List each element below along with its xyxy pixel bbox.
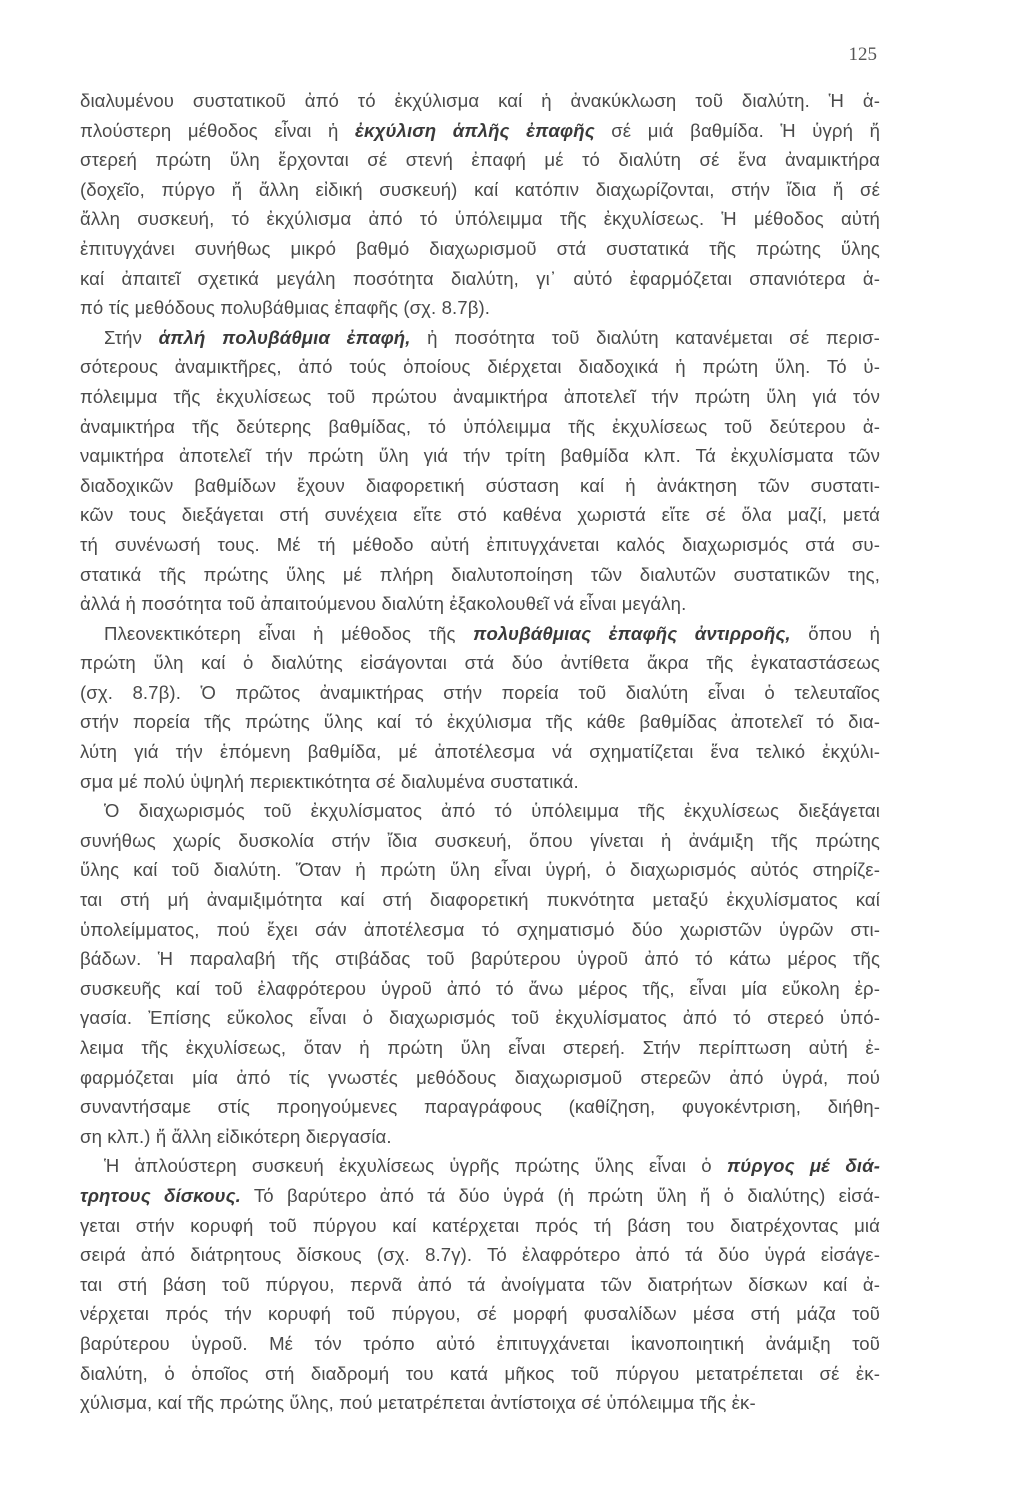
text-run: ται στή μή ἀναμιξιμότητα καί στή διαφορετική πυκνότητα μεταξύ ἐκχυλίσματος καί bbox=[80, 889, 880, 911]
text-line bbox=[80, 382, 880, 412]
text-run: ὅπου ἡ bbox=[790, 622, 881, 644]
text-run: Ἡ ἁπλούστερη συσκευή ἐκχυλίσεως ὑγρῆς πρώτης ὕλης εἶναι ὁ bbox=[104, 1155, 727, 1177]
emphasized-term: τρητους δίσκους. bbox=[80, 1184, 241, 1206]
emphasized-term: πολυβάθμιας ἐπαφῆς ἀντιρροῆς, bbox=[473, 622, 791, 644]
text-line bbox=[80, 1181, 880, 1211]
text-run: ναμικτήρα ἀποτελεῖ τήν πρώτη ὕλη γιά τήν τρίτη βαθμίδα κλπ. Τά ἐκχυλίσματα τῶν bbox=[80, 445, 880, 467]
text-line bbox=[80, 264, 880, 294]
text-line bbox=[80, 678, 880, 708]
text-line bbox=[80, 1003, 880, 1033]
emphasized-term: πύργος μέ διά- bbox=[726, 1155, 880, 1177]
text-line bbox=[80, 944, 880, 974]
text-run: γασία. Ἐπίσης εὔκολος εἶναι ὁ διαχωρισμός τοῦ ἐκχυλίσματος ἀπό τό στερεό ὑπό- bbox=[80, 1007, 880, 1029]
text-line bbox=[80, 1151, 880, 1181]
text-line bbox=[80, 352, 880, 382]
text-line bbox=[80, 1240, 880, 1270]
text-run: χύλισμα, καί τῆς πρώτης ὕλης, πού μετατρέπεται ἀντίστοιχα σέ ὑπόλειμμα τῆς ἐκ- bbox=[80, 1392, 756, 1414]
text-line bbox=[80, 915, 880, 945]
text-line bbox=[80, 441, 880, 471]
text-run: σμα μέ πολύ ὑψηλή περιεκτικότητα σέ διαλυμένα συστατικά. bbox=[80, 770, 579, 792]
text-run: συνήθως χωρίς δυσκολία στήν ἴδια συσκευή, ὅπου γίνεται ἡ ἀνάμιξη τῆς πρώτης bbox=[80, 829, 880, 851]
text-line bbox=[80, 175, 880, 205]
text-line bbox=[80, 885, 880, 915]
emphasized-term: ἁπλή πολυβάθμια ἐπαφή, bbox=[158, 326, 411, 348]
text-line bbox=[80, 116, 880, 146]
text-line bbox=[80, 530, 880, 560]
text-line bbox=[80, 1270, 880, 1300]
text-run: καί ἀπαιτεῖ σχετικά μεγάλη ποσότητα διαλύτη, γι᾽ αὐτό ἐφαρμόζεται σπανιότερα ἁ- bbox=[80, 267, 880, 289]
text-line bbox=[80, 471, 880, 501]
text-run: πό τίς μεθόδους πολυβάθμιας ἐπαφῆς (σχ. 8.7β). bbox=[80, 297, 491, 319]
text-run: διαλύτη, ὁ ὁποῖος στή διαδρομή του κατά μῆκος τοῦ πύργου μετατρέπεται σέ ἐκ- bbox=[80, 1362, 880, 1384]
body-text bbox=[80, 86, 880, 1418]
text-run: Ὁ διαχωρισμός τοῦ ἐκχυλίσματος ἀπό τό ὑπόλειμμα τῆς ἐκχυλίσεως διεξάγεται bbox=[104, 800, 880, 822]
text-run: Στήν bbox=[104, 326, 159, 348]
text-line bbox=[80, 767, 880, 797]
text-run: πόλειμμα τῆς ἐκχυλίσεως τοῦ πρώτου ἀναμικτήρα ἀποτελεῖ τήν πρώτη ὕλη γιά τόν bbox=[80, 385, 880, 407]
text-line bbox=[80, 707, 880, 737]
text-line bbox=[80, 1122, 880, 1152]
text-run: φαρμόζεται μία ἀπό τίς γνωστές μεθόδους διαχωρισμοῦ στερεῶν ἀπό ὑγρά, πού bbox=[80, 1066, 880, 1088]
text-run: ἀλλά ἡ ποσότητα τοῦ ἀπαιτούμενου διαλύτη ἐξακολουθεῖ νά εἶναι μεγάλη. bbox=[80, 593, 687, 615]
text-line bbox=[80, 737, 880, 767]
text-line bbox=[80, 234, 880, 264]
text-run: ἀναμικτήρα τῆς δεύτερης βαθμίδας, τό ὑπόλειμμα τῆς ἐκχυλίσεως τοῦ δεύτερου ἀ- bbox=[80, 415, 880, 437]
text-run: πρώτη ὕλη καί ὁ διαλύτης εἰσάγονται στά δύο ἀντίθετα ἄκρα τῆς ἐγκαταστάσεως bbox=[80, 652, 880, 674]
text-run: συσκευῆς καί τοῦ ἐλαφρότερου ὑγροῦ ἀπό τό ἄνω μέρος τῆς, εἶναι μία εὔκολη ἐρ- bbox=[80, 977, 880, 999]
text-run: βαρύτερου ὑγροῦ. Μέ τόν τρόπο αὐτό ἐπιτυγχάνεται ἱκανοποιητική ἀνάμιξη τοῦ bbox=[80, 1332, 880, 1354]
text-run: ἡ ποσότητα τοῦ διαλύτη κατανέμεται σέ περισ- bbox=[410, 326, 880, 348]
text-run: ἐπιτυγχάνει συνήθως μικρό βαθμό διαχωρισμοῦ στά συστατικά τῆς πρώτης ὕλης bbox=[80, 237, 880, 259]
text-line bbox=[80, 500, 880, 530]
text-run: ὕλης καί τοῦ διαλύτη. Ὅταν ἡ πρώτη ὕλη εἶναι ὑγρή, ὁ διαχωρισμός αὐτός στηρίζε- bbox=[80, 859, 880, 881]
text-run: διαδοχικῶν βαθμίδων ἔχουν διαφορετική σύσταση καί ἡ ἀνάκτηση τῶν συστατι- bbox=[80, 474, 880, 496]
text-line bbox=[80, 974, 880, 1004]
text-run: διαλυμένου συστατικοῦ ἀπό τό ἐκχύλισμα καί ἡ ἀνακύκλωση τοῦ διαλύτη. Ἡ ἁ- bbox=[80, 90, 880, 111]
text-line bbox=[80, 1033, 880, 1063]
text-run: ται στή βάση τοῦ πύργου, περνᾶ ἀπό τά ἀνοίγματα τῶν διατρήτων δίσκων καί ἀ- bbox=[80, 1273, 880, 1295]
text-run: βάδων. Ἡ παραλαβή τῆς στιβάδας τοῦ βαρύτερου ὑγροῦ ἀπό τό κάτω μέρος τῆς bbox=[80, 948, 880, 970]
text-line bbox=[80, 589, 880, 619]
text-run: νέρχεται πρός τήν κορυφή τοῦ πύργου, σέ μορφή φυσαλίδων μέσα στή μάζα τοῦ bbox=[80, 1303, 880, 1325]
text-line bbox=[80, 145, 880, 175]
text-run: λειμα τῆς ἐκχυλίσεως, ὅταν ἡ πρώτη ὕλη εἶναι στερεή. Στήν περίπτωση αὐτή ἐ- bbox=[80, 1037, 880, 1058]
text-run: στήν πορεία τῆς πρώτης ὕλης καί τό ἐκχύλισμα τῆς κάθε βαθμίδας ἀποτελεῖ τό δια- bbox=[80, 711, 880, 733]
text-run: ἄλλη συσκευή, τό ἐκχύλισμα ἀπό τό ὑπόλειμμα τῆς ἐκχυλίσεως. Ἡ μέθοδος αὐτή bbox=[80, 208, 880, 230]
text-run: λύτη γιά τήν ἑπόμενη βαθμίδα, μέ ἀποτέλεσμα νά σχηματίζεται ἕνα τελικό ἐκχύλι- bbox=[80, 741, 880, 763]
text-run: πλούστερη μέθοδος εἶναι ἡ bbox=[80, 119, 355, 141]
text-run: κῶν τους διεξάγεται στή συνέχεια εἴτε στό καθένα χωριστά εἴτε σέ ὅλα μαζί, μετά bbox=[80, 504, 880, 526]
text-line bbox=[80, 204, 880, 234]
text-run: σότερους ἀναμικτῆρες, ἀπό τούς ὁποίους διέρχεται διαδοχικά ἡ πρώτη ὕλη. Τό ὑ- bbox=[80, 356, 880, 378]
text-run: (δοχεῖο, πύργο ἤ ἄλλη εἰδική συσκευή) καί κατόπιν διαχωρίζονται, στήν ἴδια ἤ σέ bbox=[80, 178, 880, 200]
page-number: 125 bbox=[848, 44, 877, 65]
text-line bbox=[80, 86, 880, 116]
text-run: ση κλπ.) ἤ ἄλλη εἰδικότερη διεργασία. bbox=[80, 1125, 392, 1147]
text-run: Πλεονεκτικότερη εἶναι ἡ μέθοδος τῆς bbox=[104, 622, 474, 644]
text-run: (σχ. 8.7β). Ὁ πρῶτος ἀναμικτήρας στήν πορεία τοῦ διαλύτη εἶναι ὁ τελευταῖος bbox=[80, 681, 880, 703]
text-line bbox=[80, 323, 880, 353]
text-run: τή συνένωσή τους. Μέ τή μέθοδο αὐτή ἐπιτυγχάνεται καλός διαχωρισμός στά συ- bbox=[80, 533, 880, 555]
text-line bbox=[80, 1329, 880, 1359]
text-line bbox=[80, 412, 880, 442]
text-run: γεται στήν κορυφή τοῦ πύργου καί κατέρχεται πρός τή βάση του διατρέχοντας μιά bbox=[80, 1214, 880, 1236]
text-run: στατικά τῆς πρώτης ὕλης μέ πλήρη διαλυτοποίηση τῶν διαλυτῶν συστατικῶν της, bbox=[80, 563, 880, 585]
text-line bbox=[80, 1388, 880, 1418]
text-line bbox=[80, 1299, 880, 1329]
text-line bbox=[80, 796, 880, 826]
text-line bbox=[80, 619, 880, 649]
text-line bbox=[80, 855, 880, 885]
text-line bbox=[80, 293, 880, 323]
text-line bbox=[80, 1063, 880, 1093]
text-line bbox=[80, 648, 880, 678]
text-line bbox=[80, 1092, 880, 1122]
text-line bbox=[80, 560, 880, 590]
text-run: ὑπολείμματος, πού ἔχει σάν ἀποτέλεσμα τό σχηματισμό δύο χωριστῶν ὑγρῶν στι- bbox=[80, 918, 880, 940]
text-run: σέ μιά βαθμίδα. Ἡ ὑγρή ἤ bbox=[594, 119, 881, 141]
text-line bbox=[80, 1359, 880, 1389]
emphasized-term: ἐκχύλιση ἁπλῆς ἐπαφῆς bbox=[355, 119, 595, 141]
text-run: συναντήσαμε στίς προηγούμενες παραγράφους (καθίζηση, φυγοκέντριση, διήθη- bbox=[80, 1096, 880, 1118]
text-line bbox=[80, 1211, 880, 1241]
text-line bbox=[80, 826, 880, 856]
text-run: σειρά ἀπό διάτρητους δίσκους (σχ. 8.7γ). Τό ἐλαφρότερο ἀπό τά δύο ὑγρά εἰσάγε- bbox=[80, 1244, 880, 1266]
text-run: Τό βαρύτερο ἀπό τά δύο ὑγρά (ἡ πρώτη ὕλη ἤ ὁ διαλύτης) εἰσά- bbox=[240, 1184, 880, 1206]
text-run: στερεή πρώτη ὕλη ἔρχονται σέ στενή ἐπαφή μέ τό διαλύτη σέ ἕνα ἀναμικτήρα bbox=[80, 149, 880, 171]
